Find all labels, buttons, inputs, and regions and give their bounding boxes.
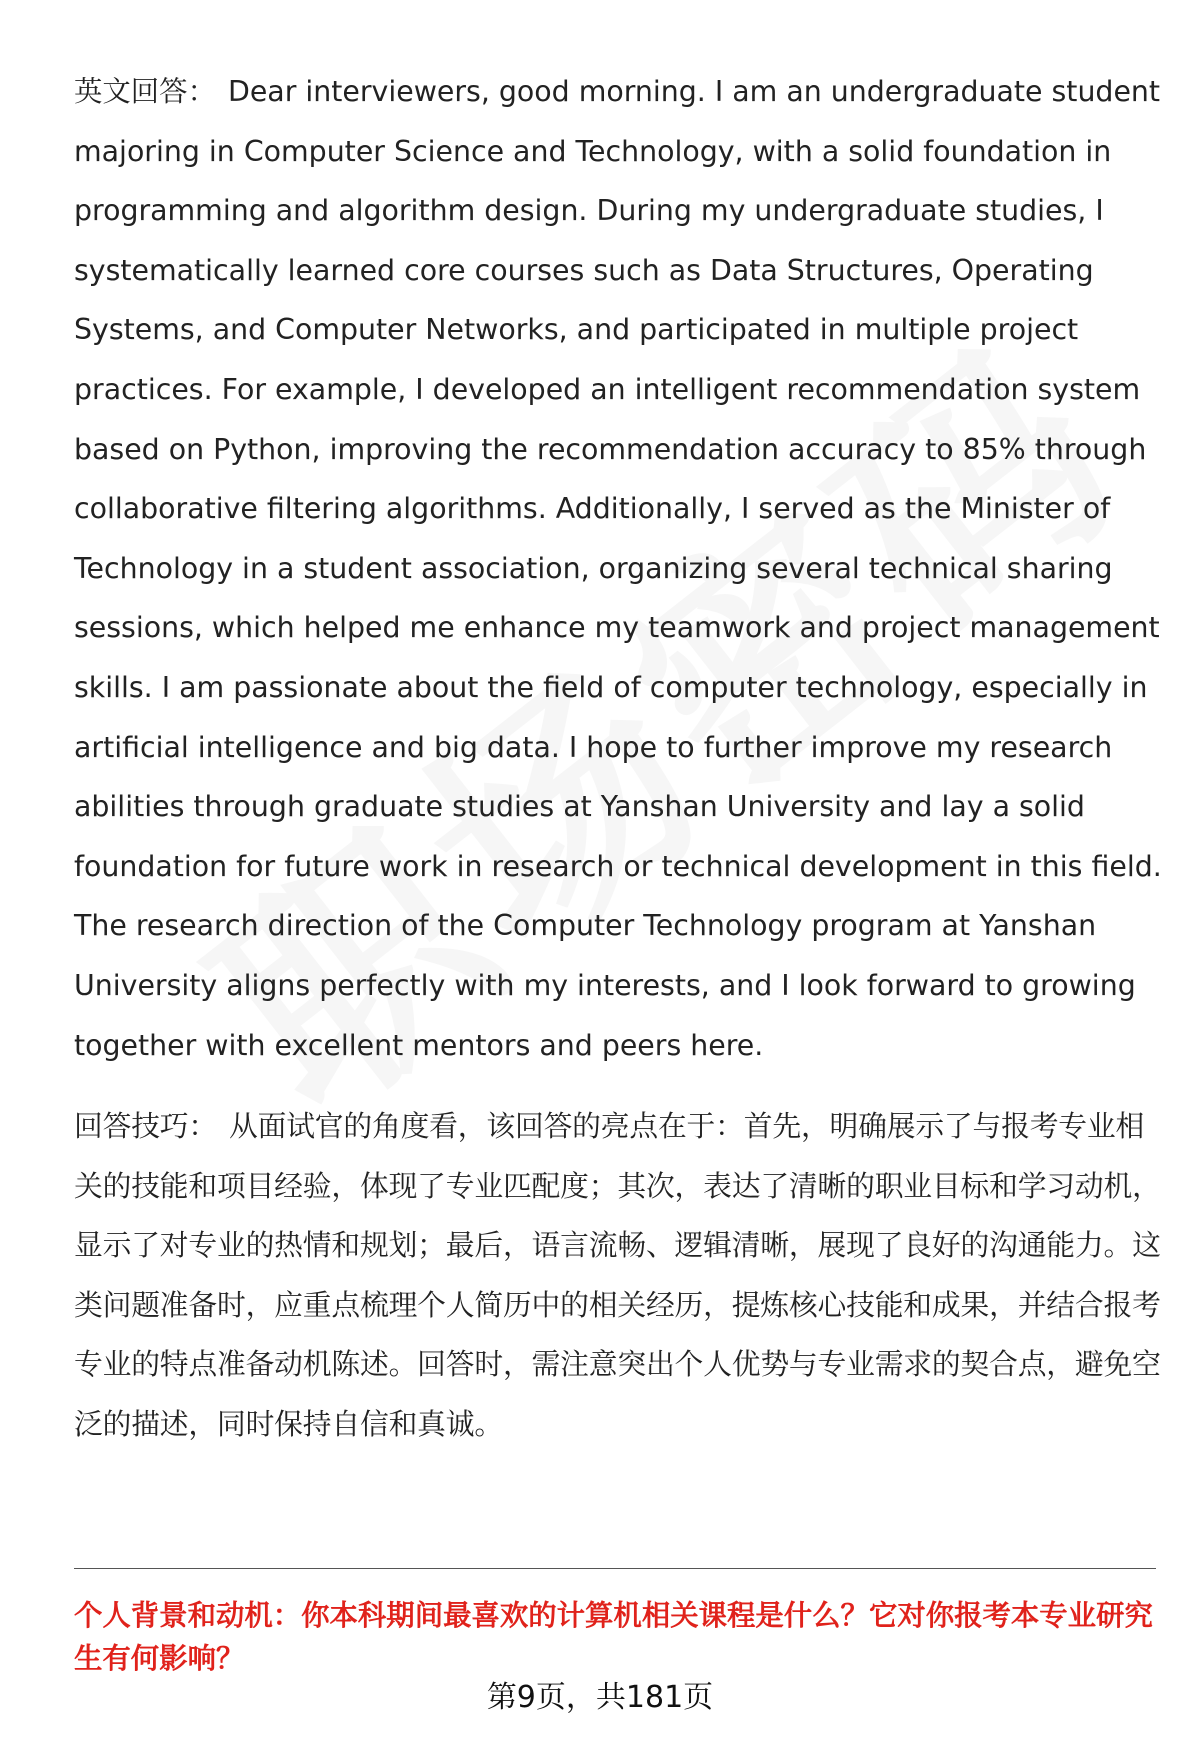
tips-paragraph: [74, 1097, 1164, 1455]
next-question-heading: 个人背景和动机：你本科期间最喜欢的计算机相关课程是什么？它对你报考本专业研究生有何影响？: [74, 1599, 1153, 1675]
english-answer-label: 英文回答：: [74, 75, 216, 108]
page-indicator: 第9页，共181页: [486, 1680, 714, 1715]
main-content: [74, 62, 1164, 1455]
english-answer-paragraph: [74, 62, 1164, 1075]
section-divider: [74, 1568, 1156, 1569]
english-answer-text: Dear interviewers, good morning. I am an undergraduate student majoring in Computer Science and Technology, with a solid foundation in programming and algorithm design. During my undergraduate studies, I systematically learned core courses such as Data Structures, Operating Systems, and Computer Networks, and participated in multiple project practices. For example, I developed an intelligent recommendation system based on Python, improving the recommendation accuracy to 85% through collaborative filtering algorithms. Additionally, I served as the Minister of Technology in a student association, organizing several technical sharing sessions, which helped me enhance my teamwork and project management skills. I am passionate about the field of computer technology, especially in artificial intelligence and big data. I hope to further improve my research abilities through graduate studies at Yanshan University and lay a solid foundation for future work in research or technical development in this field. The research direction of the Computer Technology program at Yanshan University aligns perfectly with my interests, and I look forward to growing together with excellent mentors and peers here.: [74, 75, 1162, 1062]
tips-label: 回答技巧：: [74, 1109, 217, 1144]
tips-text: 从面试官的角度看，该回答的亮点在于：首先，明确展示了与报考专业相关的技能和项目经验，体现了专业匹配度；其次，表达了清晰的职业目标和学习动机，显示了对专业的热情和规划；最后，语言流畅、逻辑清晰，展现了良好的沟通能力。这类问题准备时，应重点梳理个人简历中的相关经历，提炼核心技能和成果，并结合报考专业的特点准备动机陈述。回答时，需注意突出个人优势与专业需求的契合点，避免空泛的描述，同时保持自信和真诚。: [74, 1109, 1161, 1442]
